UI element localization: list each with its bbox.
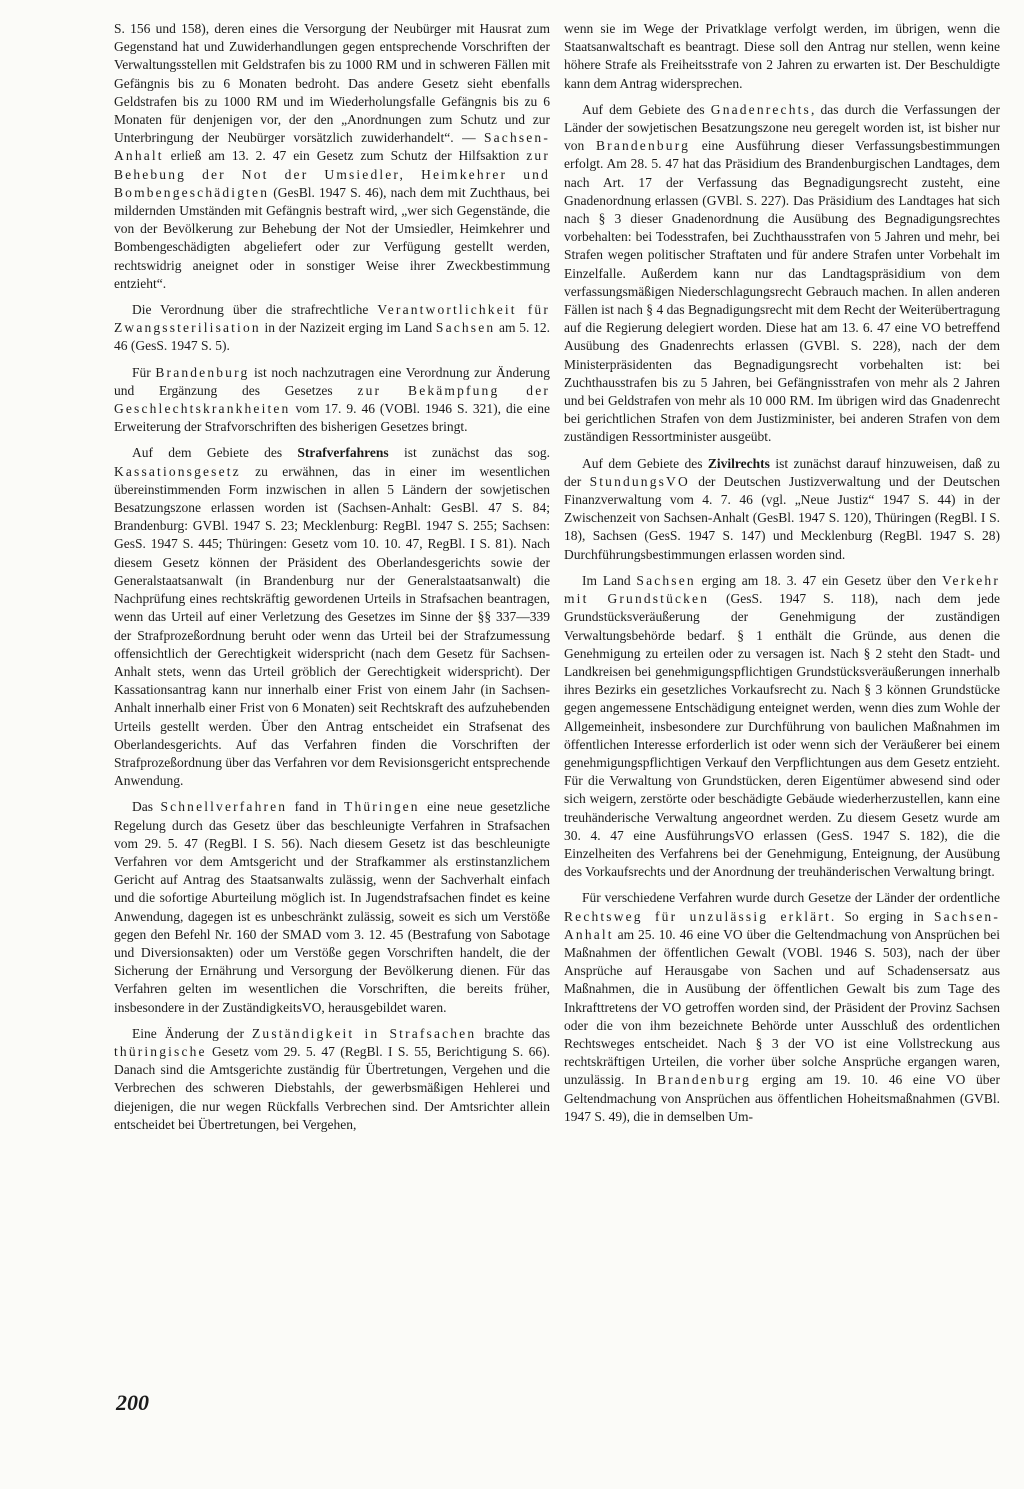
paragraph: Die Verordnung über die strafrechtliche Verantwortlichkeit für Zwangssterilisation in der Nazizeit erging im Land Sachsen am 5. 12. 46 (GesS. 1947 S. 5). xyxy=(114,302,551,354)
paragraph: Für Brandenburg ist noch nachzutragen eine Verordnung zur Änderung und Ergänzung des Gesetzes zur Bekämpfung der Geschlechtskrankheiten vom 17. 9. 46 (VOBl. 1946 S. 321), die eine Erweiterung der Strafvorschriften des bisherigen Gesetzes bringt. xyxy=(114,364,550,435)
spaced-emphasis: Thüringen xyxy=(344,799,420,815)
paragraph: Auf dem Gebiete des Gnadenrechts, das durch die Verfassungen der Länder der sowjetischen Besatzungszone neu geregelt worden ist, ist bisher nur von Brandenburg eine Ausführung dieser Verfassungsbestimmungen erfolgt. Am 28. 5. 47 hat das Präsidium des Brandenburgischen Landtages, dem nach Art. 17 der Verfassung das Begnadigungsrecht zusteht, eine Gnadenordnung erlassen (GVBl. S. 227). Das Präsidium des Landtages hat sich nach § 3 dieser Gnadenordnung die Ausübung des Begnadigungsrechtes vorbehalten: bei Todesstrafen, bei Zuchthausstrafen von 5 Jahren und mehr, bei Strafen wegen politischer Straftaten und für andere Strafen unter Vorbehalt im Einzelfalle. Außerdem kann nur das Landtagspräsidium von dem verfassungsmäßigen Niederschlagungsrecht Gebrauch machen. In allen anderen Fällen ist nach § 4 das Begnadigungsrecht mit dem Recht der Weiterübertragung auf die Regierung delegiert worden. Diese hat am 13. 6. 47 eine VO betreffend Ausübung des Gnadenrechts erlassen (GVBl. S. 228), nach der dem Ministerpräsidenten das Begnadigungsrecht vorbehalten ist: bei Zuchthausstrafen bis zu 5 Jahren, bei Gefängnisstrafen von mehr als 2 Jahren und bei Geldstrafen von mehr als 10 000 RM. Im übrigen wird das Gnadenrecht bei gerichtlichen Strafen von dem Justizminister, bei anderen Strafen von dem zuständigen Ressortminister ausgeübt. xyxy=(564,101,1000,445)
spaced-emphasis: Sachsen xyxy=(435,320,496,336)
paragraph: Auf dem Gebiete des Zivilrechts ist zunächst darauf hinzuweisen, daß zu der StundungsVO der Deutschen Justizverwaltung und der Deutschen Finanzverwaltung vom 4. 7. 46 (vgl. „Neue Justiz“ 1947 S. 44) in der Zwischenzeit von Sachsen-Anhalt (GesBl. 1947 S. 120), Thüringen (RegBl. I S. 18), Sachsen (GesS. 1947 S. 147) und Mecklenburg (RegBl. 1947 S. 28) Durchführungsbestimmungen erlassen worden sind. xyxy=(564,455,1000,562)
paragraph: S. 156 und 158), deren eines die Versorgung der Neubürger mit Hausrat zum Gegenstand hat und Zuwiderhandlungen gegen entsprechende Vorschriften der Verwaltungsstellen mit Geldstrafen bis zu 1000 RM und in schweren Fällen mit Gefängnis bis zu 6 Monaten bedroht. Das andere Gesetz sieht ebenfalls Geldstrafen bis zu 1000 RM und im Wiederholungsfalle Gefängnis bis zu 6 Monaten für denjenigen vor, der den „Anordnungen zum Schutz und zur Unterbringung der Neubürger vorsätzlich zuwiderhandelt“. — Sachsen-Anhalt erließ am 13. 2. 47 ein Gesetz zum Schutz der Hilfsaktion zur Behebung der Not der Umsiedler, Heimkehrer und Bombengeschädigten (GesBl. 1947 S. 46), nach dem mit Zuchthaus, bei mildernden Umständen mit Gefängnis bestraft wird, „wer sich Gegenstände, die von der Bevölkerung zur Behebung der Not der Umsiedler, Heimkehrer und Bombengeschädigten abgeliefert oder zur Verfügung gestellt werden, rechtswidrig aneignet oder in sonstiger Weise ihrer Zweckbestimmung entzieht“. xyxy=(114,21,550,291)
text-column-right xyxy=(564,20,1000,1134)
paragraph: Im Land Sachsen erging am 18. 3. 47 ein Gesetz über den Verkehr mit Grundstücken (GesS. 1947 S. 118), nach dem jede Grundstücksveräußerung der Genehmigung der zuständigen Verwaltungsbehörde bedarf. § 1 enthält die Gründe, aus denen die Genehmigung zu erteilen oder zu versagen ist. Nach § 2 steht den Stadt- und Landkreisen bei genehmigungspflichtigen Grundstücksveräußerungen innerhalb ihres Bezirks ein gesetzliches Vorkaufsrecht zu. Nach § 3 können Grundstücke gegen angemessene Entschädigung enteignet werden, wenn dies zum Wohle der Allgemeinheit, insbesondere zur Durchführung von baulichen Maßnahmen im öffentlichen Interesse erforderlich ist oder wenn sich der Veräußerer bei einem genehmigungspflichtigen Verkauf den Verpflichtungen aus dem Gesetz entzieht. Für die Verwaltung von Grundstücken, deren Eigentümer abwesend sind oder sich weigern, zerstörte oder beschädigte Gebäude wiederherzustellen, kann eine treuhänderische Verwaltung angeordnet werden. Zu diesem Gesetz wurde am 30. 4. 47 eine AusführungsVO erlassen (GesS. 1947 S. 182), die die Einzelheiten des Verfahrens bei der Genehmigung, Enteignung, der Ausübung des Vorkaufsrechts und der Anordnung der treuhänderischen Verwaltung bringt. xyxy=(564,572,1000,880)
text-column-left xyxy=(114,20,550,1142)
bold-keyword: Strafverfahrens xyxy=(297,445,389,461)
spaced-emphasis: Gnadenrechts xyxy=(710,101,811,117)
spaced-emphasis: Verkehr mit Grundstücken xyxy=(564,572,1000,607)
spaced-emphasis: Brandenburg xyxy=(155,364,250,380)
bold-keyword: Zivilrechts xyxy=(707,455,770,471)
spaced-emphasis: Zuständigkeit in Strafsachen xyxy=(252,1025,477,1041)
spaced-emphasis: Schnellverfahren xyxy=(160,799,288,815)
spaced-emphasis: Sachsen-Anhalt xyxy=(564,908,1000,942)
spaced-emphasis: Sachsen-Anhalt xyxy=(114,130,550,164)
spaced-emphasis: Sachsen xyxy=(636,572,696,588)
spaced-emphasis: Brandenburg xyxy=(596,138,691,154)
spaced-emphasis: StundungsVO xyxy=(589,473,690,489)
spaced-emphasis: Rechtsweg für unzulässig erklärt xyxy=(564,908,831,924)
spaced-emphasis: zur Bekämpfung der Geschlechtskrankheiten xyxy=(114,382,550,417)
paragraph: Für verschiedene Verfahren wurde durch Gesetze der Länder der ordentliche Rechtsweg für unzulässig erklärt. So erging in Sachsen-Anhalt am 25. 10. 46 eine VO über die Geltendmachung von Ansprüchen bei Maßnahmen der öffentlichen Gewalt (VOBl. 1946 S. 503), nach der über Ansprüche auf Herausgabe von Sachen und auf Schadensersatz aus Maßnahmen, die in Ausübung der öffentlichen Gewalt bis zum Tage des Inkrafttretens der VO getroffen worden sind, der Präsident der Provinz Sachsen oder die von ihm bezeichnete Behörde unter Ausschluß des ordentlichen Rechtsweges entscheidet. Nach § 3 der VO ist eine Vollstreckung aus rechtskräftigen Urteilen, die vorher über solche Ansprüche ergangen waren, unzulässig. In Brandenburg erging am 19. 10. 46 eine VO über Geltendmachung von Ansprüchen aus öffentlichen Hoheitsmaßnahmen (GVBl. 1947 S. 49), die in demselben Um- xyxy=(564,890,1000,1124)
spaced-emphasis: zur Behebung der Not der Umsiedler, Heimkehrer und Bombengeschädigten xyxy=(114,148,550,200)
paragraph: Eine Änderung der Zuständigkeit in Strafsachen brachte das thüringische Gesetz vom 29. 5. 47 (RegBl. I S. 55, Berichtigung S. 66). Danach sind die Amtsgerichte zuständig für Übertretungen, Vergehen und die Verbrechen des schweren Diebstahls, der gewerbsmäßigen Hehlerei und diejenigen, die nur wegen Rückfalls Verbrechen sind. Der Amtsrichter allein entscheidet bei Übertretungen, bei Vergehen, xyxy=(114,1025,550,1132)
spaced-emphasis: Kassationsgesetz xyxy=(114,463,241,479)
spaced-emphasis: Verantwortlichkeit für Zwangssterilisation xyxy=(114,302,551,336)
spaced-emphasis: Brandenburg xyxy=(656,1072,751,1088)
paragraph: Das Schnellverfahren fand in Thüringen eine neue gesetzliche Regelung durch das Gesetz über das beschleunigte Verfahren in Strafsachen vom 29. 5. 47 (RegBl. I S. 56). Nach diesem Gesetz ist das beschleunigte Verfahren vor dem Amtsgericht und der Strafkammer als erstinstanzlichem Gericht auf Antrag des Staatsanwalts zulässig, wenn der Sachverhalt einfach und die sofortige Aburteilung möglich ist. In Jugendstrafsachen findet es keine Anwendung, dagegen ist es unbeschränkt zulässig, soweit es sich um Verstöße gegen den Befehl Nr. 160 der SMAD vom 3. 12. 45 (Bestrafung von Sabotage und Diversionsakten) oder um Verstöße gegen Vorschriften handelt, die der Sicherung der Ernährung und Versorgung der Bevölkerung dienen. Für das Verfahren gelten im wesentlichen die Vorschriften, die bereits früher, insbesondere in der ZuständigkeitsVO, herausgebildet waren. xyxy=(114,799,550,1015)
paragraph: Auf dem Gebiete des Strafverfahrens ist zunächst das sog. Kassationsgesetz zu erwähnen, das in einer im wesentlichen übereinstimmenden Form inzwischen in allen 5 Ländern der sowjetischen Besatzungszone erlassen worden ist (Sachsen-Anhalt: GesBl. 47 S. 84; Brandenburg: GVBl. 1947 S. 23; Mecklenburg: RegBl. 1947 S. 255; Sachsen: GesS. 1947 S. 445; Thüringen: Gesetz vom 10. 10. 47, RegBl. I S. 81). Nach diesem Gesetz können der Präsident des Oberlandesgerichts sowie der Generalstaatsanwalt (in Brandenburg nur der Generalstaatsanwalt) die Nachprüfung eines rechtskräftig gewordenen Urteils in Strafsachen beantragen, wenn das Urteil auf einer Verletzung des Gesetzes im Sinne der §§ 337—339 der Strafprozeßordnung beruht oder wenn das Urteil bei der Strafzumessung offensichtlich der Gerechtigkeit widerspricht (nach dem Gesetz für Sachsen-Anhalt stets, wenn das Urteil gröblich der Gerechtigkeit widerspricht). Der Kassationsantrag kann nur innerhalb einer Frist von einem Jahr (in Sachsen-Anhalt innerhalb einer Frist von 6 Monaten) seit Rechtskraft des aufzuhebenden Urteils gestellt werden. Über den Antrag entscheidet ein Strafsenat des Oberlandesgerichts. Auf das Verfahren finden die Vorschriften der Strafprozeßordnung über das Verfahren vor dem Revisionsgericht entsprechende Anwendung. xyxy=(114,445,550,789)
spaced-emphasis: thüringische xyxy=(114,1043,207,1059)
page-number: 200 xyxy=(116,1390,149,1415)
paragraph: wenn sie im Wege der Privatklage verfolgt werden, im übrigen, wenn die Staatsanwaltschaft es beantragt. Diese soll den Antrag nur stellen, wenn keine höhere Strafe als Freiheitsstrafe von 2 Jahren zu erwarten ist. Der Beschuldigte kann dem Antrag widersprechen. xyxy=(564,21,1000,91)
